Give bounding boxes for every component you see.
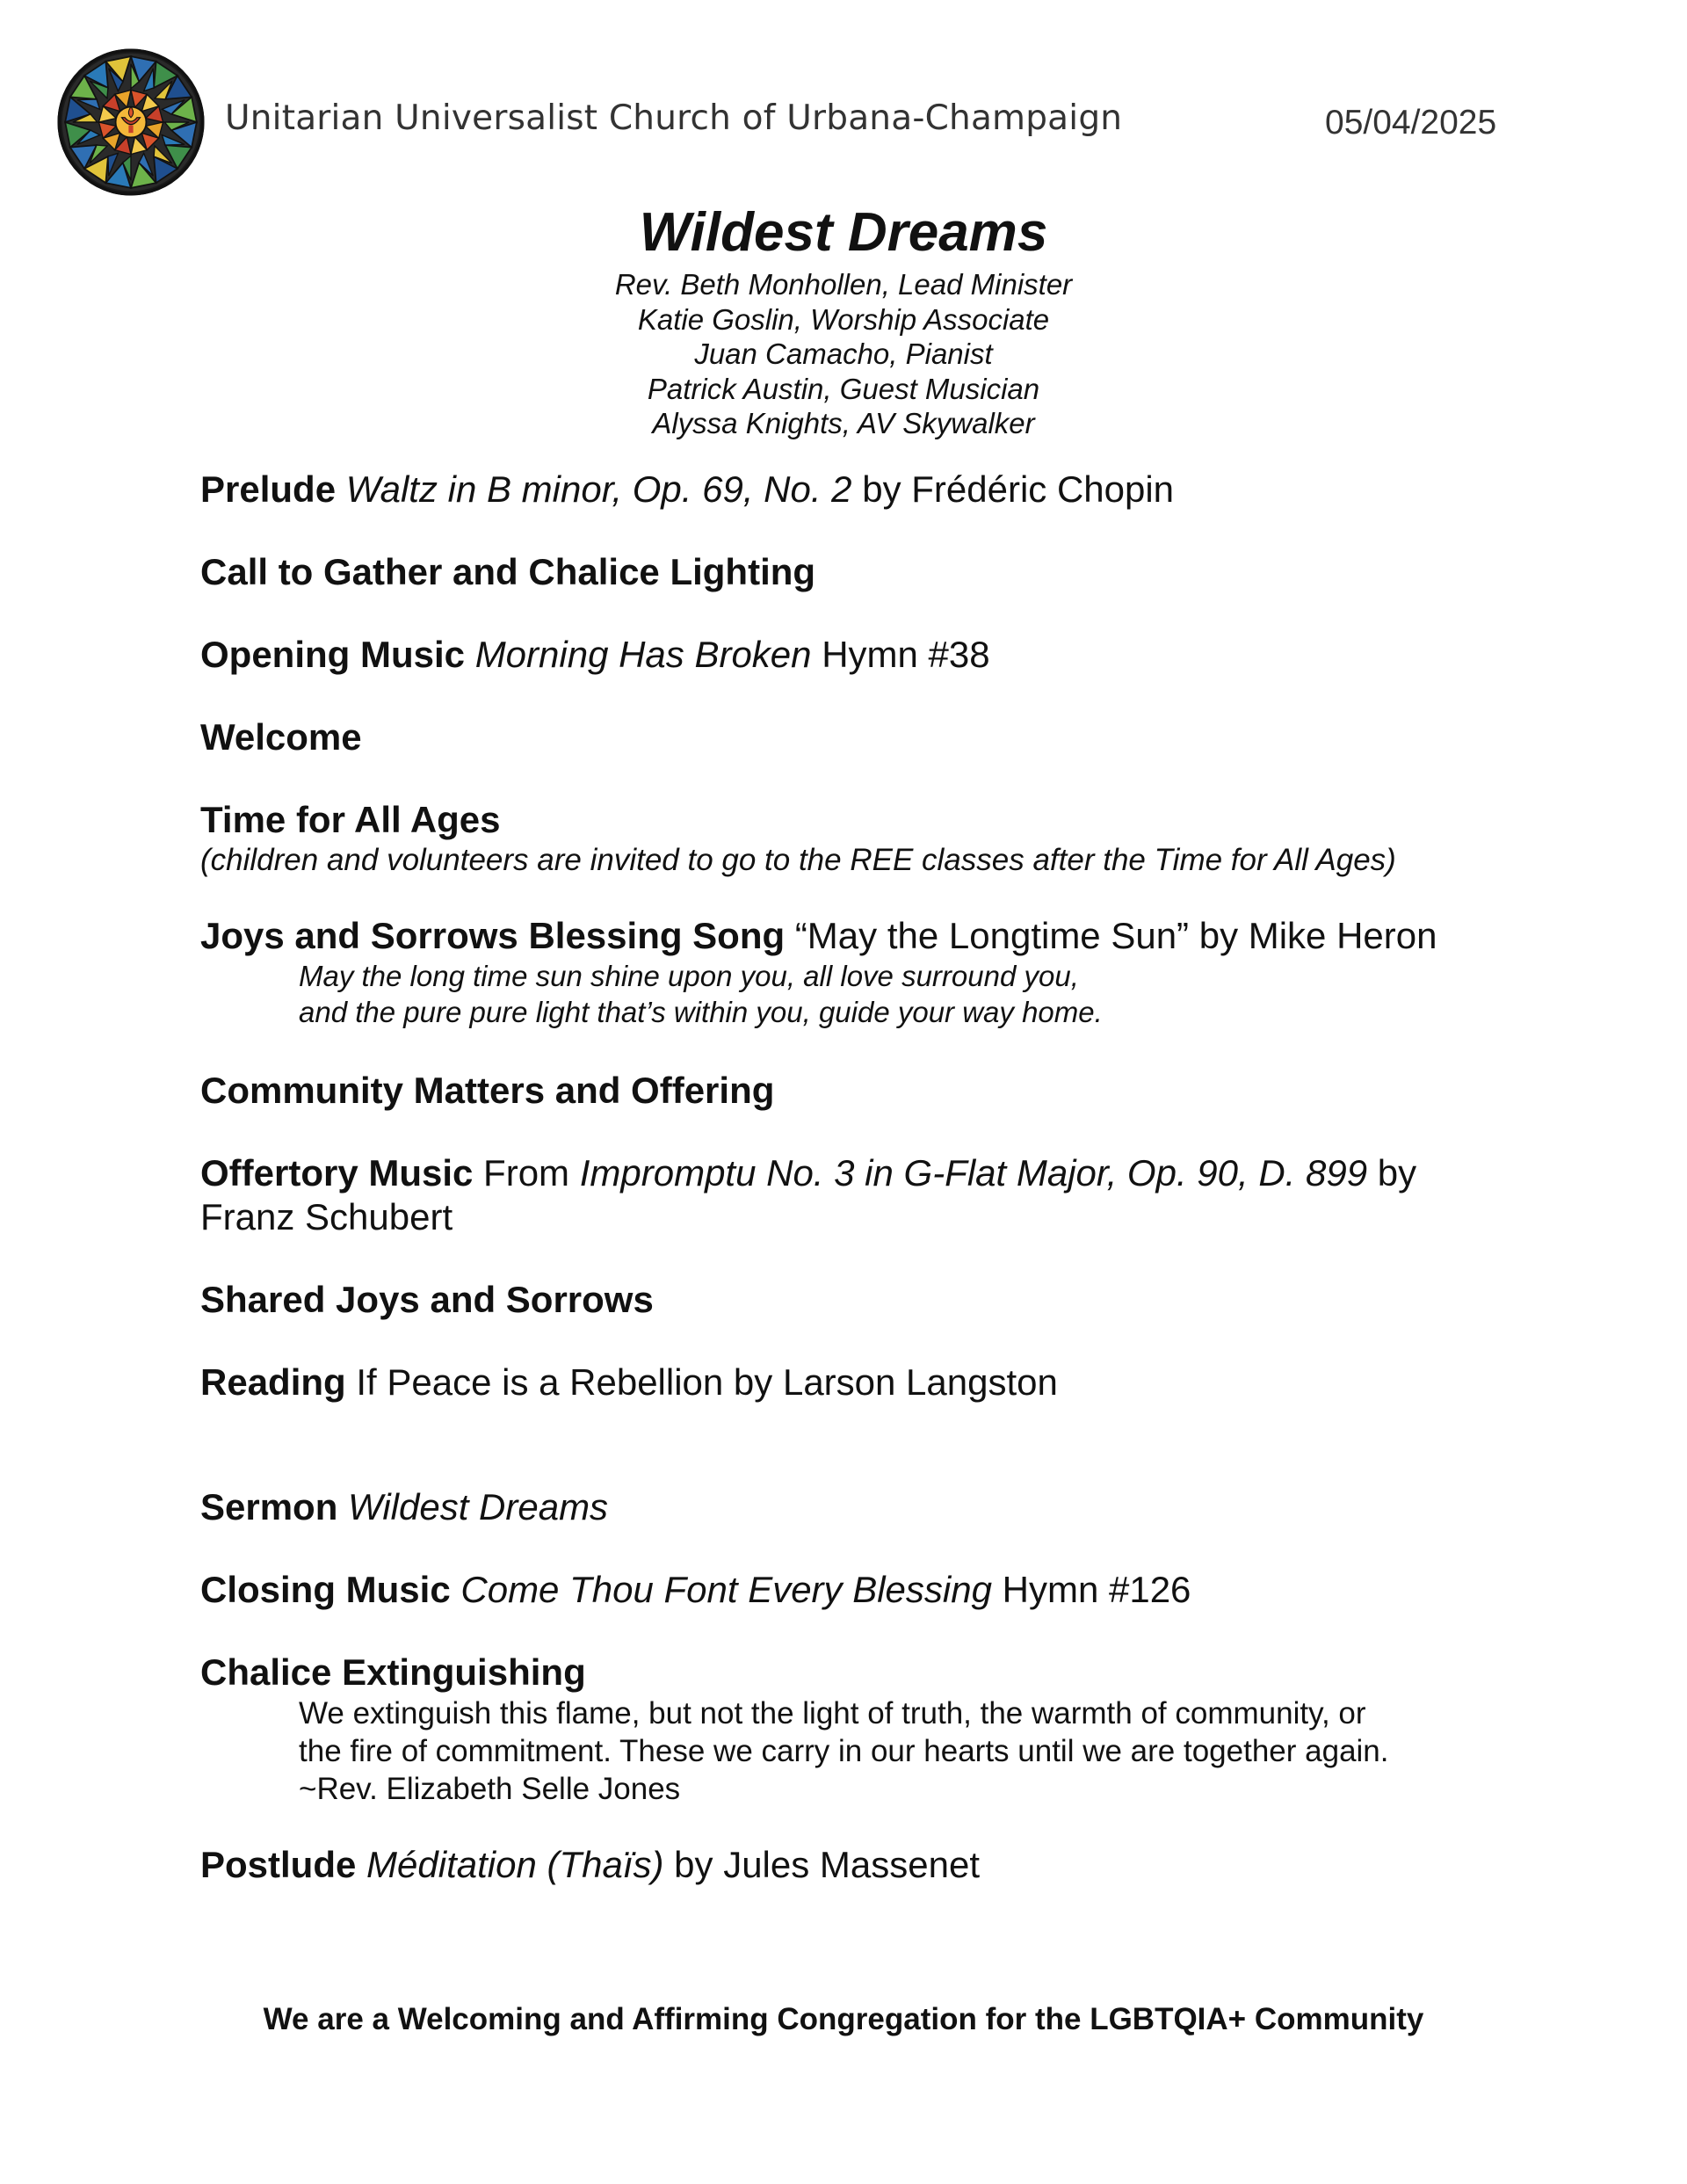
item-label: Joys and Sorrows Blessing Song	[200, 915, 786, 956]
item-label: Chalice Extinguishing	[200, 1651, 586, 1693]
item-label: Shared Joys and Sorrows	[200, 1279, 654, 1320]
credit-line: Rev. Beth Monhollen, Lead Minister	[614, 268, 1073, 301]
service-title: Wildest Dreams	[639, 202, 1048, 263]
piece-title: Come Thou Font Every Blessing	[460, 1569, 992, 1610]
item-label: Community Matters and Offering	[200, 1070, 775, 1111]
church-name: Unitarian Universalist Church of Urbana-Champaign	[225, 98, 1123, 138]
closing-music-item	[200, 1568, 1501, 1612]
service-date: 05/04/2025	[1325, 104, 1497, 141]
credit-line: Alyssa Knights, AV Skywalker	[652, 407, 1035, 439]
piece-title: Méditation (Thaïs)	[366, 1844, 664, 1885]
chalice-extinguishing-item	[200, 1651, 1501, 1694]
time-for-all-ages-item	[200, 798, 1501, 842]
song-lyric-line: and the pure pure light that’s within you, guide your way home.	[299, 996, 1103, 1028]
item-label: Prelude	[200, 468, 337, 510]
welcome-item	[200, 715, 1501, 759]
extinguishing-words-line: We extinguish this flame, but not the light of truth, the warmth of community, or	[299, 1696, 1366, 1731]
item-label: Time for All Ages	[200, 799, 501, 840]
item-detail: Hymn #126	[991, 1569, 1191, 1610]
item-label: Welcome	[200, 716, 362, 758]
item-label: Offertory Music	[200, 1152, 474, 1194]
sermon-item	[200, 1485, 1501, 1529]
item-detail: If Peace is a Rebellion by Larson Langston	[345, 1361, 1058, 1403]
credits-list	[0, 267, 1687, 441]
time-for-all-ages-note: (children and volunteers are invited to go to the REE classes after the Time for All Ages)	[200, 843, 1396, 877]
piece-title: Waltz in B minor, Op. 69, No. 2	[345, 468, 852, 510]
call-to-gather-item	[200, 550, 1501, 594]
item-label: Postlude	[200, 1844, 357, 1885]
extinguishing-attribution: ~Rev. Elizabeth Selle Jones	[299, 1772, 681, 1806]
piece-title: Wildest Dreams	[348, 1486, 609, 1527]
credit-line: Patrick Austin, Guest Musician	[647, 372, 1040, 405]
title-block	[0, 200, 1687, 441]
item-label: Reading	[200, 1361, 346, 1403]
offertory-music-item	[200, 1151, 1501, 1239]
item-detail: by Frédéric Chopin	[851, 468, 1175, 510]
item-label: Opening Music	[200, 634, 466, 675]
item-label: Sermon	[200, 1486, 338, 1527]
credit-line: Katie Goslin, Worship Associate	[637, 302, 1050, 336]
item-detail: From	[473, 1152, 580, 1194]
prelude-item	[200, 468, 1501, 512]
item-label: Closing Music	[200, 1569, 451, 1610]
community-matters-item	[200, 1069, 1501, 1113]
order-of-service	[200, 464, 1501, 1887]
extinguishing-words-line: the fire of commitment. These we carry in our hearts until we are together again.	[299, 1734, 1389, 1768]
item-label: Call to Gather and Chalice Lighting	[200, 551, 816, 592]
song-lyric-line: May the long time sun shine upon you, all love surround you,	[299, 960, 1079, 992]
item-detail: “May the Longtime Sun” by Mike Heron	[785, 915, 1437, 956]
welcoming-statement: We are a Welcoming and Affirming Congregation for the LGBTQIA+ Community	[263, 2002, 1424, 2036]
item-detail: Hymn #38	[811, 634, 990, 675]
stained-glass-chalice-logo-icon	[54, 46, 207, 199]
page-header	[0, 0, 1687, 211]
item-detail: by	[1367, 1152, 1417, 1194]
joys-sorrows-song-item	[200, 914, 1501, 958]
composer-name: Franz Schubert	[200, 1196, 453, 1237]
reading-item	[200, 1360, 1501, 1404]
postlude-item	[200, 1843, 1501, 1887]
piece-title: Impromptu No. 3 in G-Flat Major, Op. 90, D. 899	[579, 1152, 1368, 1194]
opening-music-item	[200, 633, 1501, 677]
credit-line: Juan Camacho, Pianist	[694, 337, 993, 370]
piece-title: Morning Has Broken	[474, 634, 812, 675]
item-detail: by Jules Massenet	[663, 1844, 981, 1885]
shared-joys-item	[200, 1278, 1501, 1322]
